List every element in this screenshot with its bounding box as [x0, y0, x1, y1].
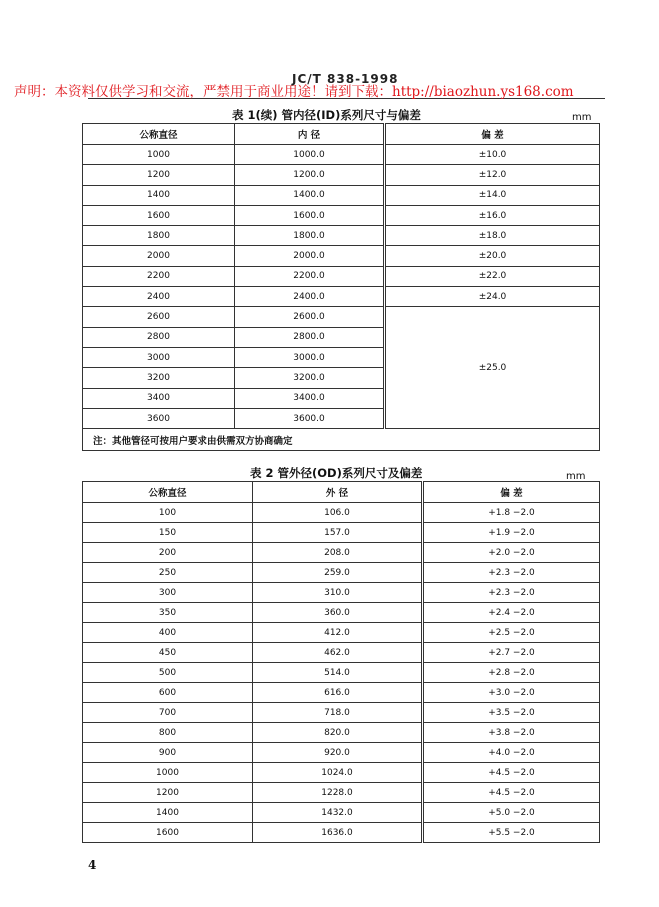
deviation-cell: ±12.0 [385, 165, 600, 185]
nominal-diameter-cell: 250 [83, 563, 253, 583]
deviation-cell: +4.5 −2.0 [423, 763, 600, 783]
outer-diameter-cell: 259.0 [253, 563, 423, 583]
nominal-diameter-cell: 200 [83, 543, 253, 563]
deviation-cell: +2.3 −2.0 [423, 563, 600, 583]
table-row [83, 165, 600, 185]
deviation-cell: ±18.0 [385, 226, 600, 246]
nominal-diameter-cell: 1800 [83, 226, 235, 246]
deviation-cell: +2.7 −2.0 [423, 643, 600, 663]
outer-diameter-cell: 1228.0 [253, 783, 423, 803]
outer-diameter-cell: 1432.0 [253, 803, 423, 823]
outer-diameter-cell: 157.0 [253, 523, 423, 543]
table-row [83, 763, 600, 783]
deviation-cell: +3.0 −2.0 [423, 683, 600, 703]
deviation-cell: ±20.0 [385, 246, 600, 266]
deviation-cell: ±22.0 [385, 266, 600, 286]
nominal-diameter-cell: 1200 [83, 165, 235, 185]
deviation-cell: ±14.0 [385, 185, 600, 205]
deviation-cell: ±16.0 [385, 205, 600, 225]
inner-diameter-cell: 2000.0 [235, 246, 385, 266]
merged-deviation-cell: ±25.0 [385, 307, 600, 429]
nominal-diameter-cell: 350 [83, 603, 253, 623]
table1-body [83, 145, 600, 451]
nominal-diameter-cell: 3000 [83, 347, 235, 367]
watermark-notice: 声明：本资料仅供学习和交流，严禁用于商业用途！请到下载：http://biaozhun.ys168.com [14, 84, 574, 100]
inner-diameter-cell: 1400.0 [235, 185, 385, 205]
deviation-cell: +2.8 −2.0 [423, 663, 600, 683]
nominal-diameter-cell: 700 [83, 703, 253, 723]
nominal-diameter-cell: 3600 [83, 408, 235, 428]
table1-header-inner-diameter: 内 径 [235, 124, 385, 145]
table-row [83, 503, 600, 523]
nominal-diameter-cell: 1200 [83, 783, 253, 803]
table2-unit: mm [566, 471, 586, 482]
table-row [83, 603, 600, 623]
deviation-cell: +1.8 −2.0 [423, 503, 600, 523]
table2 [82, 481, 600, 843]
table-row [83, 623, 600, 643]
nominal-diameter-cell: 2400 [83, 287, 235, 307]
table-row [83, 307, 600, 327]
outer-diameter-cell: 514.0 [253, 663, 423, 683]
inner-diameter-cell: 2200.0 [235, 266, 385, 286]
table1-header-deviation: 偏 差 [385, 124, 600, 145]
table1 [82, 123, 600, 451]
table-row [83, 583, 600, 603]
table1-unit: mm [572, 112, 592, 123]
inner-diameter-cell: 1000.0 [235, 145, 385, 165]
table2-caption: 表 2 管外径(OD)系列尺寸及偏差 [250, 466, 423, 480]
table-row [83, 523, 600, 543]
deviation-cell: +2.5 −2.0 [423, 623, 600, 643]
nominal-diameter-cell: 600 [83, 683, 253, 703]
table2-body [83, 503, 600, 843]
nominal-diameter-cell: 900 [83, 743, 253, 763]
deviation-cell: +4.0 −2.0 [423, 743, 600, 763]
inner-diameter-cell: 2600.0 [235, 307, 385, 327]
outer-diameter-cell: 310.0 [253, 583, 423, 603]
outer-diameter-cell: 106.0 [253, 503, 423, 523]
inner-diameter-cell: 1800.0 [235, 226, 385, 246]
deviation-cell: +2.4 −2.0 [423, 603, 600, 623]
table-row [83, 185, 600, 205]
outer-diameter-cell: 920.0 [253, 743, 423, 763]
nominal-diameter-cell: 1000 [83, 145, 235, 165]
outer-diameter-cell: 462.0 [253, 643, 423, 663]
table1-header-nominal: 公称直径 [83, 124, 235, 145]
inner-diameter-cell: 1200.0 [235, 165, 385, 185]
outer-diameter-cell: 718.0 [253, 703, 423, 723]
nominal-diameter-cell: 150 [83, 523, 253, 543]
nominal-diameter-cell: 300 [83, 583, 253, 603]
table-row [83, 145, 600, 165]
inner-diameter-cell: 3200.0 [235, 368, 385, 388]
inner-diameter-cell: 1600.0 [235, 205, 385, 225]
nominal-diameter-cell: 1400 [83, 803, 253, 823]
table2-header-deviation: 偏 差 [423, 482, 600, 503]
table-row [83, 246, 600, 266]
outer-diameter-cell: 1636.0 [253, 823, 423, 843]
nominal-diameter-cell: 450 [83, 643, 253, 663]
nominal-diameter-cell: 3400 [83, 388, 235, 408]
inner-diameter-cell: 3600.0 [235, 408, 385, 428]
deviation-cell: +3.5 −2.0 [423, 703, 600, 723]
nominal-diameter-cell: 800 [83, 723, 253, 743]
table-row [83, 683, 600, 703]
inner-diameter-cell: 3400.0 [235, 388, 385, 408]
nominal-diameter-cell: 1400 [83, 185, 235, 205]
nominal-diameter-cell: 2000 [83, 246, 235, 266]
table-row [83, 703, 600, 723]
table-row [83, 723, 600, 743]
table-row [83, 743, 600, 763]
deviation-cell: ±24.0 [385, 287, 600, 307]
inner-diameter-cell: 3000.0 [235, 347, 385, 367]
deviation-cell: +2.0 −2.0 [423, 543, 600, 563]
nominal-diameter-cell: 400 [83, 623, 253, 643]
standard-number: JC/T 838-1998 [292, 72, 399, 86]
table-row [83, 226, 600, 246]
nominal-diameter-cell: 1000 [83, 763, 253, 783]
table-row [83, 266, 600, 286]
deviation-cell: +5.5 −2.0 [423, 823, 600, 843]
table-row [83, 803, 600, 823]
page-number: 4 [88, 858, 97, 872]
deviation-cell: +4.5 −2.0 [423, 783, 600, 803]
outer-diameter-cell: 360.0 [253, 603, 423, 623]
outer-diameter-cell: 820.0 [253, 723, 423, 743]
inner-diameter-cell: 2400.0 [235, 287, 385, 307]
nominal-diameter-cell: 3200 [83, 368, 235, 388]
deviation-cell: +1.9 −2.0 [423, 523, 600, 543]
table1-caption: 表 1(续) 管内径(ID)系列尺寸与偏差 [232, 108, 421, 122]
table-row [83, 543, 600, 563]
table-row [83, 287, 600, 307]
nominal-diameter-cell: 500 [83, 663, 253, 683]
table-row [83, 663, 600, 683]
nominal-diameter-cell: 100 [83, 503, 253, 523]
nominal-diameter-cell: 2200 [83, 266, 235, 286]
table2-header-nominal: 公称直径 [83, 482, 253, 503]
nominal-diameter-cell: 2600 [83, 307, 235, 327]
outer-diameter-cell: 1024.0 [253, 763, 423, 783]
table2-header-outer-diameter: 外 径 [253, 482, 423, 503]
table-row [83, 563, 600, 583]
table-row [83, 783, 600, 803]
outer-diameter-cell: 616.0 [253, 683, 423, 703]
table-row [83, 205, 600, 225]
nominal-diameter-cell: 1600 [83, 205, 235, 225]
note-row [83, 429, 600, 451]
inner-diameter-cell: 2800.0 [235, 327, 385, 347]
nominal-diameter-cell: 1600 [83, 823, 253, 843]
deviation-cell: +5.0 −2.0 [423, 803, 600, 823]
deviation-cell: ±10.0 [385, 145, 600, 165]
table1-note: 注：其他管径可按用户要求由供需双方协商确定 [83, 429, 600, 451]
nominal-diameter-cell: 2800 [83, 327, 235, 347]
outer-diameter-cell: 208.0 [253, 543, 423, 563]
outer-diameter-cell: 412.0 [253, 623, 423, 643]
deviation-cell: +2.3 −2.0 [423, 583, 600, 603]
deviation-cell: +3.8 −2.0 [423, 723, 600, 743]
table-row [83, 823, 600, 843]
table-row [83, 643, 600, 663]
